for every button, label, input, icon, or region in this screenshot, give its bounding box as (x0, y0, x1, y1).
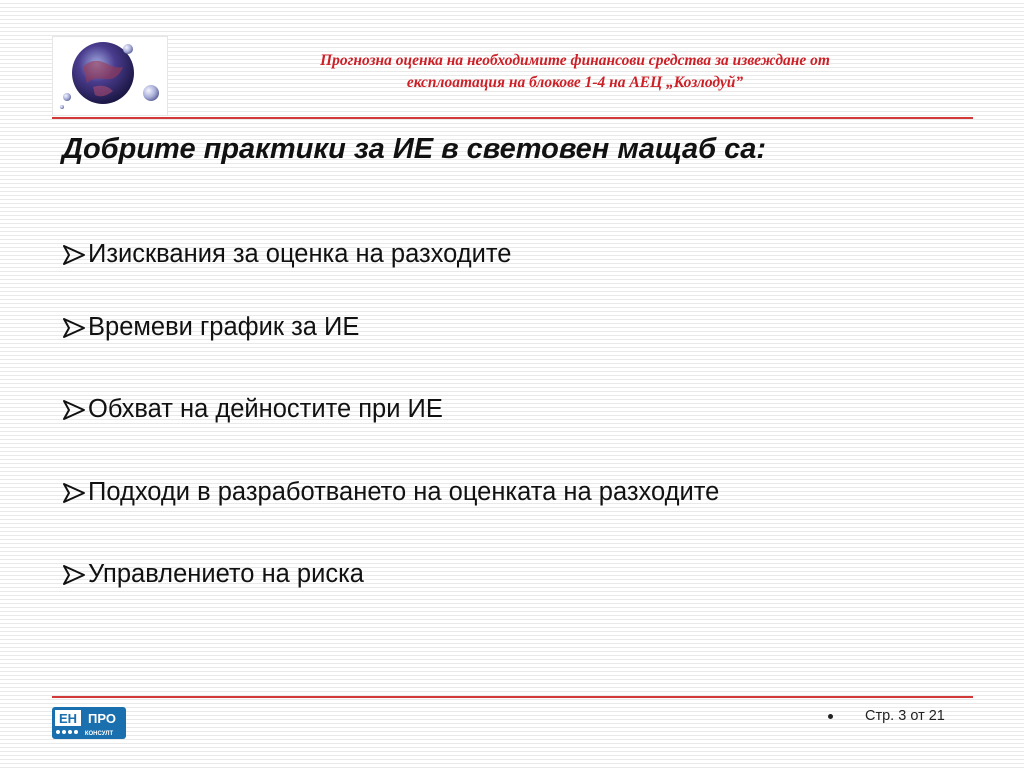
list-item-text: Управлението на риска (88, 560, 364, 588)
presentation-title-line-1: Прогнозна оценка на необходимите финансови средства за извеждане от (320, 52, 830, 69)
logo-text-left: ЕН (58, 711, 78, 726)
list-item (62, 240, 511, 269)
logo-subtext: КОНСУЛТ (84, 731, 114, 737)
arrow-bullet-icon (62, 243, 88, 267)
globe-logo-icon (53, 37, 167, 115)
arrow-bullet-icon (62, 316, 88, 340)
list-item (62, 560, 364, 589)
bullet-dot-icon (828, 714, 833, 719)
header-divider (52, 117, 973, 119)
list-item (62, 478, 719, 507)
footer-divider (52, 696, 973, 698)
arrow-bullet-icon (62, 563, 88, 587)
logo-text-right: ПРО (88, 711, 116, 726)
list-item-text: Изисквания за оценка на разходите (88, 240, 512, 268)
list-item (62, 395, 443, 424)
list-item (62, 313, 359, 342)
header-logo (52, 36, 168, 116)
page-number (828, 708, 945, 724)
list-item-text: Обхват на дейностите при ИЕ (88, 395, 443, 423)
arrow-bullet-icon (62, 398, 88, 422)
page-number-text: Стр. 3 от 21 (865, 708, 945, 724)
slide-heading: Добрите практики за ИЕ в световен мащаб са: (62, 133, 767, 165)
presentation-title (200, 50, 950, 94)
list-item-text: Подходи в разработването на оценката на разходите (88, 478, 720, 506)
arrow-bullet-icon (62, 481, 88, 505)
company-logo-icon (52, 707, 126, 739)
list-item-text: Времеви график за ИЕ (88, 313, 360, 341)
presentation-title-line-2: експлоатация на блокове 1-4 на АЕЦ „Козлодуй” (406, 74, 744, 91)
